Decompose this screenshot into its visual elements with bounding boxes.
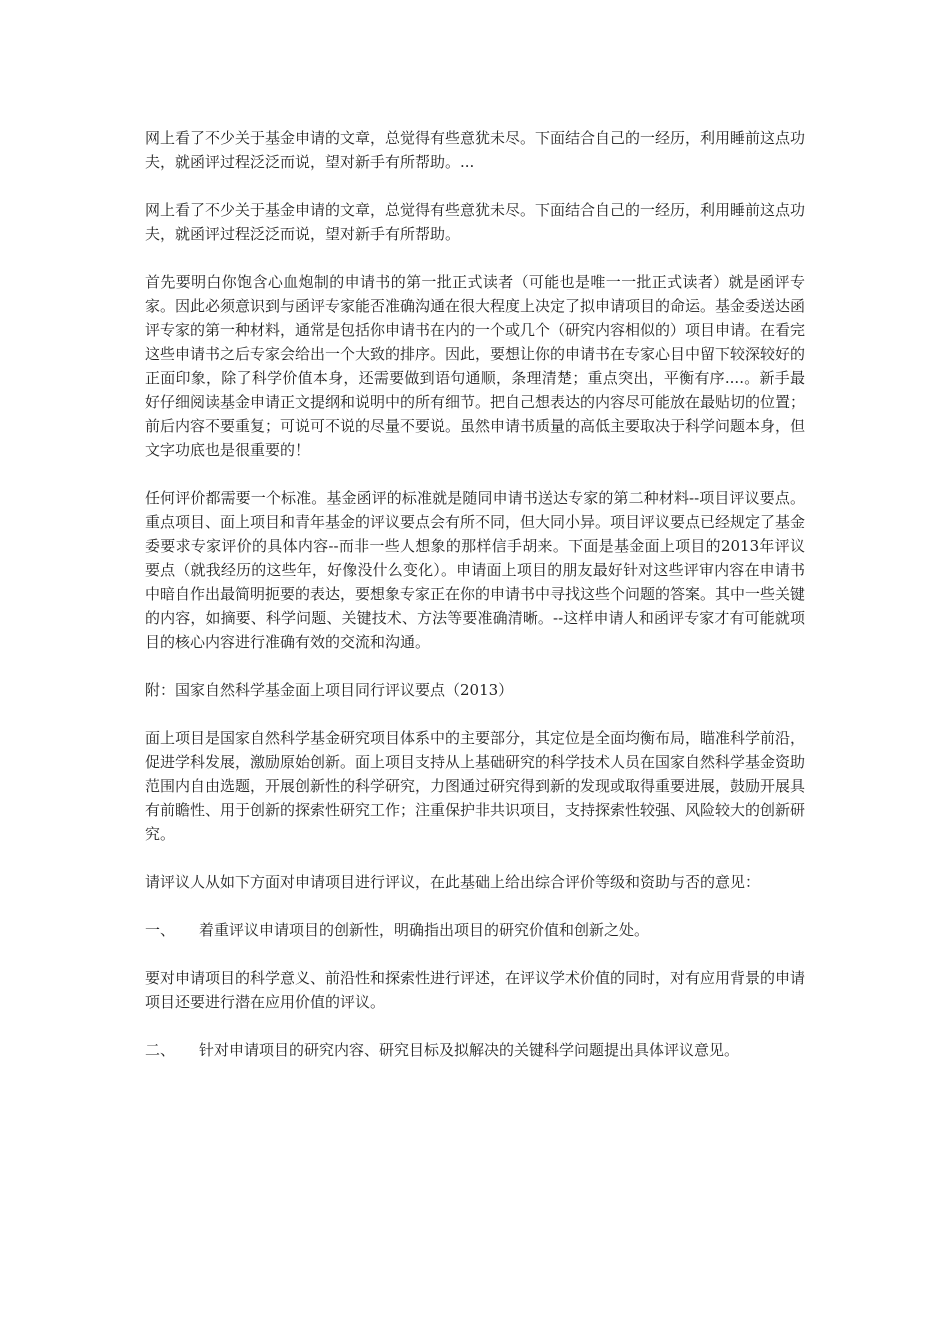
first-readers-paragraph: 首先要明白你饱含心血炮制的申请书的第一批正式读者（可能也是唯一一批正式读者）就是函评专家。因此必须意识到与函评专家能否准确沟通在很大程度上决定了拟申请项目的命运。基金委送达函评专家的第一种材料，通常是包括你申请书在内的一个或几个（研究内容相似的）项目申请。在看完这些申请书之后专家会给出一个大致的排序。因此，要想让你的申请书在专家心目中留下较深较好的正面印象，除了科学价值本身，还需要做到语句通顺，条理清楚；重点突出，平衡有序....。新手最好仔细阅读基金申请正文提纲和说明中的所有细节。把自己想表达的内容尽可能放在最贴切的位置；前后内容不要重复；可说可不说的尽量不要说。虽然申请书质量的高低主要取决于科学问题本身，但文字功底也是很重要的！ [145, 273, 806, 459]
criterion-one-body: 要对申请项目的科学意义、前沿性和探索性进行评述，在评议学术价值的同时，对有应用背景的申请项目还要进行潜在应用价值的评议。 [145, 969, 806, 1011]
reviewer-instruction-paragraph: 请评议人从如下方面对申请项目进行评议，在此基础上给出综合评价等级和资助与否的意见： [145, 873, 761, 891]
criterion-one-text: 着重评议申请项目的创新性，明确指出项目的研究价值和创新之处。 [199, 921, 650, 939]
document-page [145, 126, 805, 1086]
general-program-paragraph: 面上项目是国家自然科学基金研究项目体系中的主要部分，其定位是全面均衡布局，瞄准科学前沿，促进学科发展，激励原始创新。面上项目支持从上基础研究的科学技术人员在国家自然科学基金资助范围内自由选题，开展创新性的科学研究，力图通过研究得到新的发现或取得重要进展，鼓励开展具有前瞻性、用于创新的探索性研究工作；注重保护非共识项目，支持探索性较强、风险较大的创新研究。 [145, 729, 806, 843]
intro-summary-paragraph: 网上看了不少关于基金申请的文章，总觉得有些意犹未尽。下面结合自己的一经历，利用睡前这点功夫，就函评过程泛泛而说，望对新手有所帮助。... [145, 129, 806, 171]
criterion-two-heading [145, 1038, 805, 1062]
intro-paragraph: 网上看了不少关于基金申请的文章，总觉得有些意犹未尽。下面结合自己的一经历，利用睡前这点功夫，就函评过程泛泛而说，望对新手有所帮助。 [145, 201, 806, 243]
criterion-one-number: 一、 [145, 921, 176, 939]
criterion-two-number: 二、 [145, 1041, 176, 1059]
criterion-one-heading [145, 918, 805, 942]
evaluation-standard-paragraph: 任何评价都需要一个标准。基金函评的标准就是随同申请书送达专家的第二种材料--项目评议要点。重点项目、面上项目和青年基金的评议要点会有所不同，但大同小异。项目评议要点已经规定了基金委要求专家评价的具体内容--而非一些人想象的那样信手胡来。下面是基金面上项目的2013年评议要点（就我经历的这些年，好像没什么变化）。申请面上项目的朋友最好针对这些评审内容在申请书中暗自作出最简明扼要的表达，要想象专家正在你的申请书中寻找这些个问题的答案。其中一些关键的内容，如摘要、科学问题、关键技术、方法等要准确清晰。--这样申请人和函评专家才有可能就项目的核心内容进行准确有效的交流和沟通。 [145, 489, 806, 651]
criterion-two-text: 针对申请项目的研究内容、研究目标及拟解决的关键科学问题提出具体评议意见。 [199, 1041, 740, 1059]
appendix-title: 附：国家自然科学基金面上项目同行评议要点（2013） [145, 681, 514, 699]
